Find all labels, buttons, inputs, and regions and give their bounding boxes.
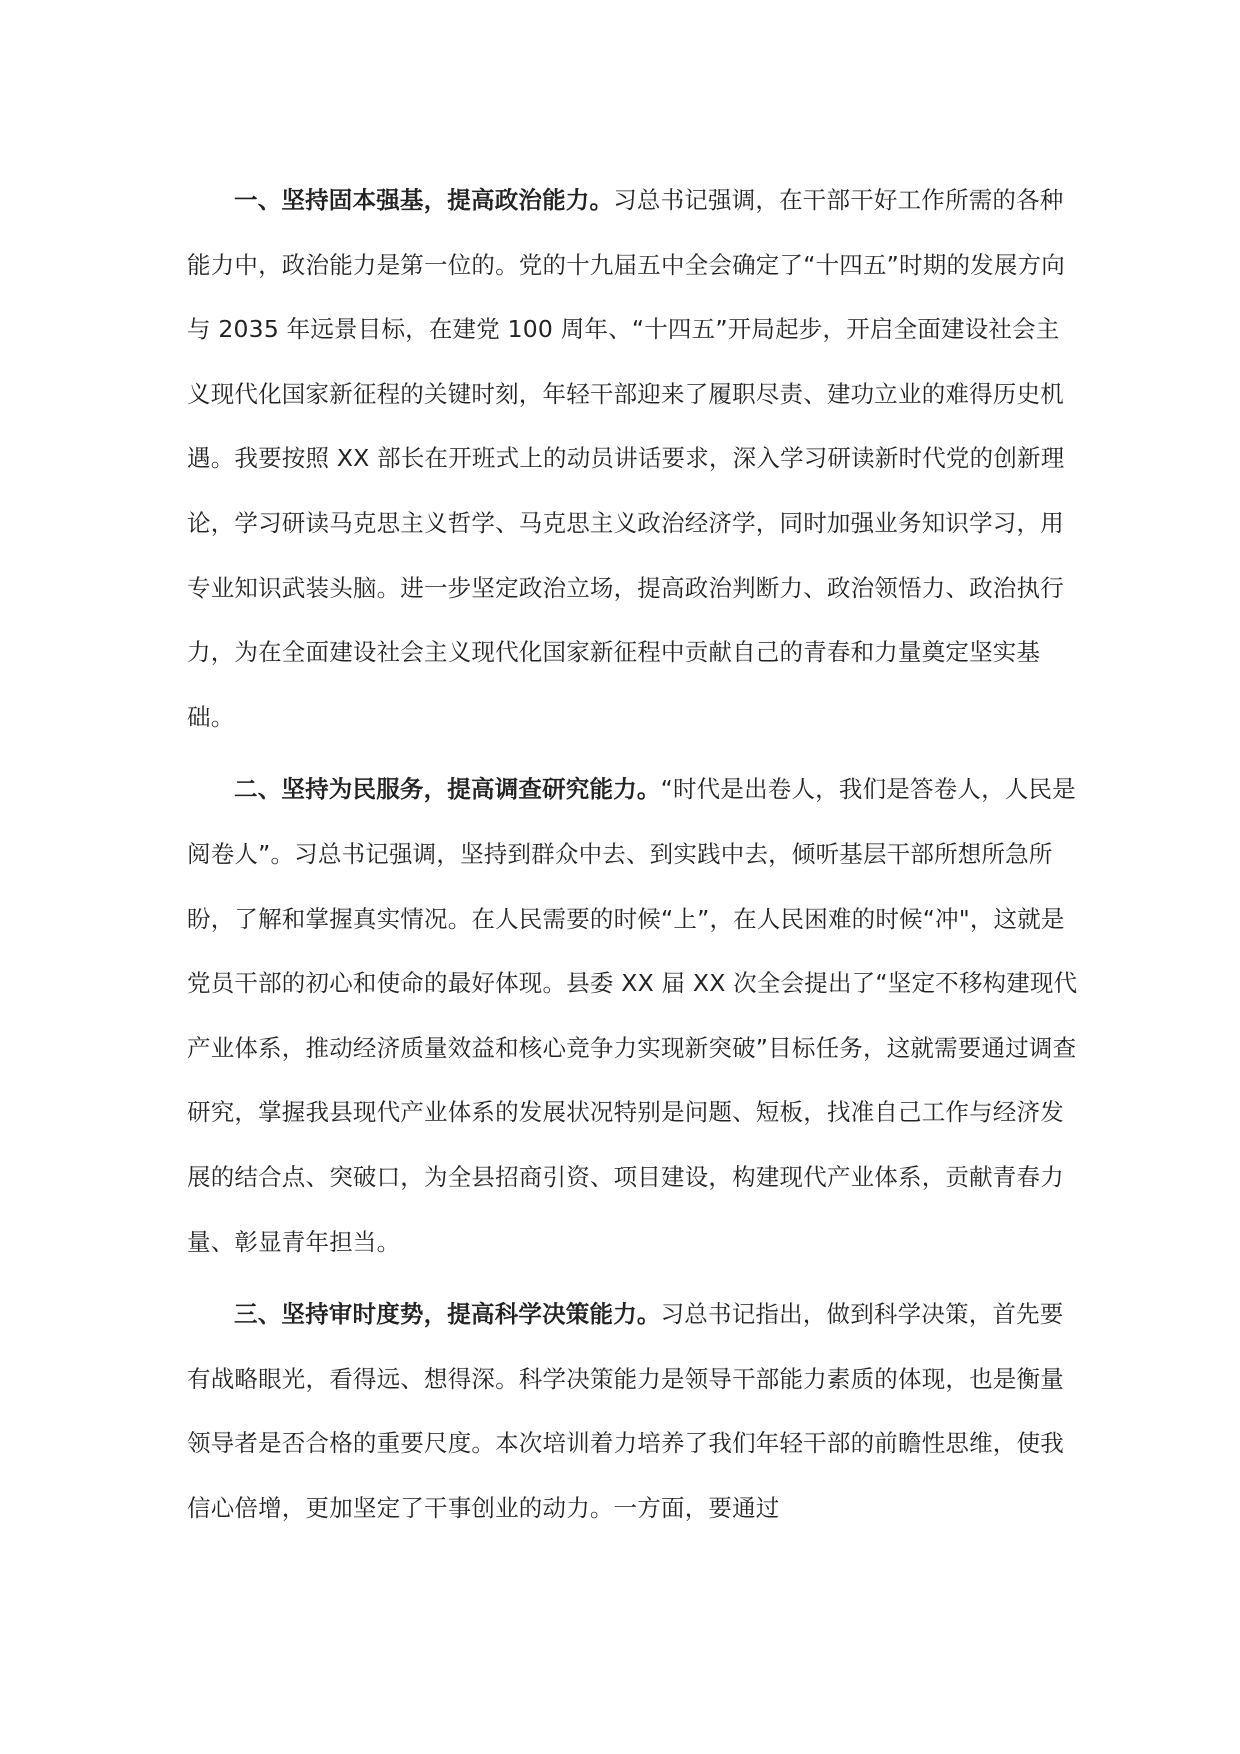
paragraph-political-ability [187, 168, 1083, 749]
paragraph-body: “时代是出卷人，我们是答卷人，人民是阅卷人”。习总书记强调，坚持到群众中去、到实践中去，倾听基层干部所想所急所盼，了解和掌握真实情况。在人民需要的时候“上”，在人民困难的时候“冲"，这就是党员干部的初心和使命的最好体现。县委 XX 届 XX 次全会提出了“坚定不移构建现代产业体系，推动经济质量效益和核心竞争力实现新突破”目标任务，这就需要通过调查研究，掌握我县现代产业体系的发展状况特别是问题、短板，找准自己工作与经济发展的结合点、突破口，为全县招商引资、项目建设，构建现代产业体系，贡献青春力量、彰显青年担当。 [187, 775, 1078, 1256]
paragraph-research-ability [187, 757, 1083, 1274]
paragraph-heading: 一、坚持固本强基，提高政治能力。 [234, 186, 614, 214]
paragraph-heading: 二、坚持为民服务，提高调查研究能力。 [234, 775, 661, 804]
paragraph-body: 习总书记强调，在干部干好工作所需的各种能力中，政治能力是第一位的。党的十九届五中全会确定了“十四五”时期的发展方向与 2035 年远景目标，在建党 100 周年、“十四五”开局起步，开启全面建设社会主义现代化国家新征程的关键时刻，年轻干部迎来了履职尽责、建功立业的难得历史机遇。我要按照 XX 部长在开班式上的动员讲话要求，深入学习研读新时代党的创新理论，学习研读马克思主义哲学、马克思主义政治经济学，同时加强业务知识学习，用专业知识武装头脑。进一步坚定政治立场，提高政治判断力、政治领悟力、政治执行力，为在全面建设社会主义现代化国家新征程中贡献自己的青春和力量奠定坚实基础。 [187, 186, 1065, 731]
paragraph-decision-ability [187, 1282, 1083, 1540]
paragraph-heading: 三、坚持审时度势，提高科学决策能力。 [234, 1300, 661, 1329]
document-page [187, 168, 1083, 1540]
paragraph-body: 习总书记指出，做到科学决策，首先要有战略眼光，看得远、想得深。科学决策能力是领导干部能力素质的体现，也是衡量领导者是否合格的重要尺度。本次培训着力培养了我们年轻干部的前瞻性思维，使我信心倍增，更加坚定了干事创业的动力。一方面，要通过 [187, 1300, 1064, 1522]
